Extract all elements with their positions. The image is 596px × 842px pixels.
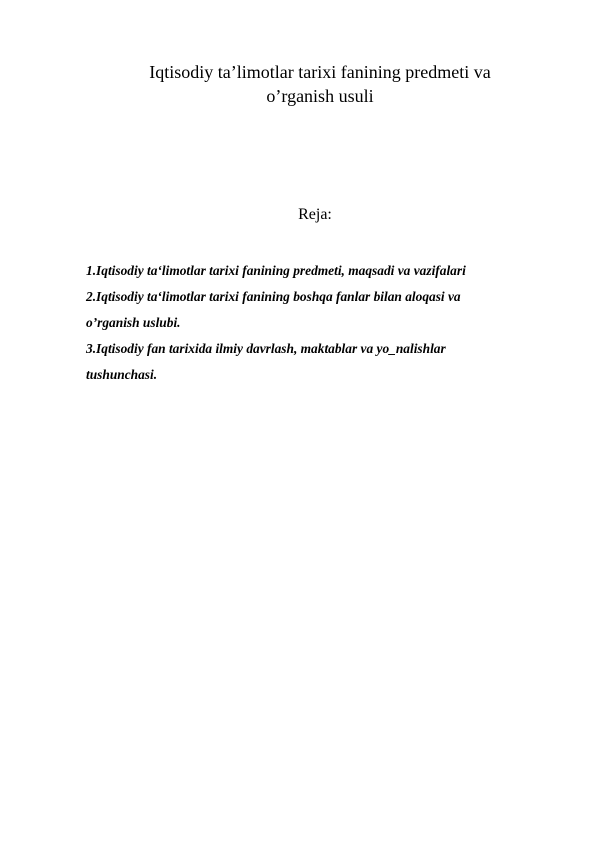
plan-item-2-line-1: 2.Iqtisodiy ta‘limotlar tarixi fanining boshqa fanlar bilan aloqasi va — [86, 289, 461, 304]
plan-item-1-line-1: 1.Iqtisodiy ta‘limotlar tarixi fanining predmeti, maqsadi va vazifalari — [86, 263, 466, 278]
plan-item-2 — [86, 284, 556, 336]
plan-item-2-line-2: o’rganish uslubi. — [86, 315, 181, 330]
document-title — [90, 60, 550, 108]
document-title-line-1: Iqtisodiy ta’limotlar tarixi fanining predmeti va — [149, 62, 491, 82]
plan-heading: Reja: — [298, 206, 332, 223]
plan-item-1 — [86, 258, 556, 284]
plan-item-3-line-2: tushunchasi. — [86, 367, 158, 382]
plan-list — [86, 258, 556, 388]
plan-item-3-line-1: 3.Iqtisodiy fan tarixida ilmiy davrlash, maktablar va yo_nalishlar — [86, 341, 446, 356]
document-title-line-2: o’rganish usuli — [266, 86, 374, 106]
plan-item-3 — [86, 336, 556, 388]
